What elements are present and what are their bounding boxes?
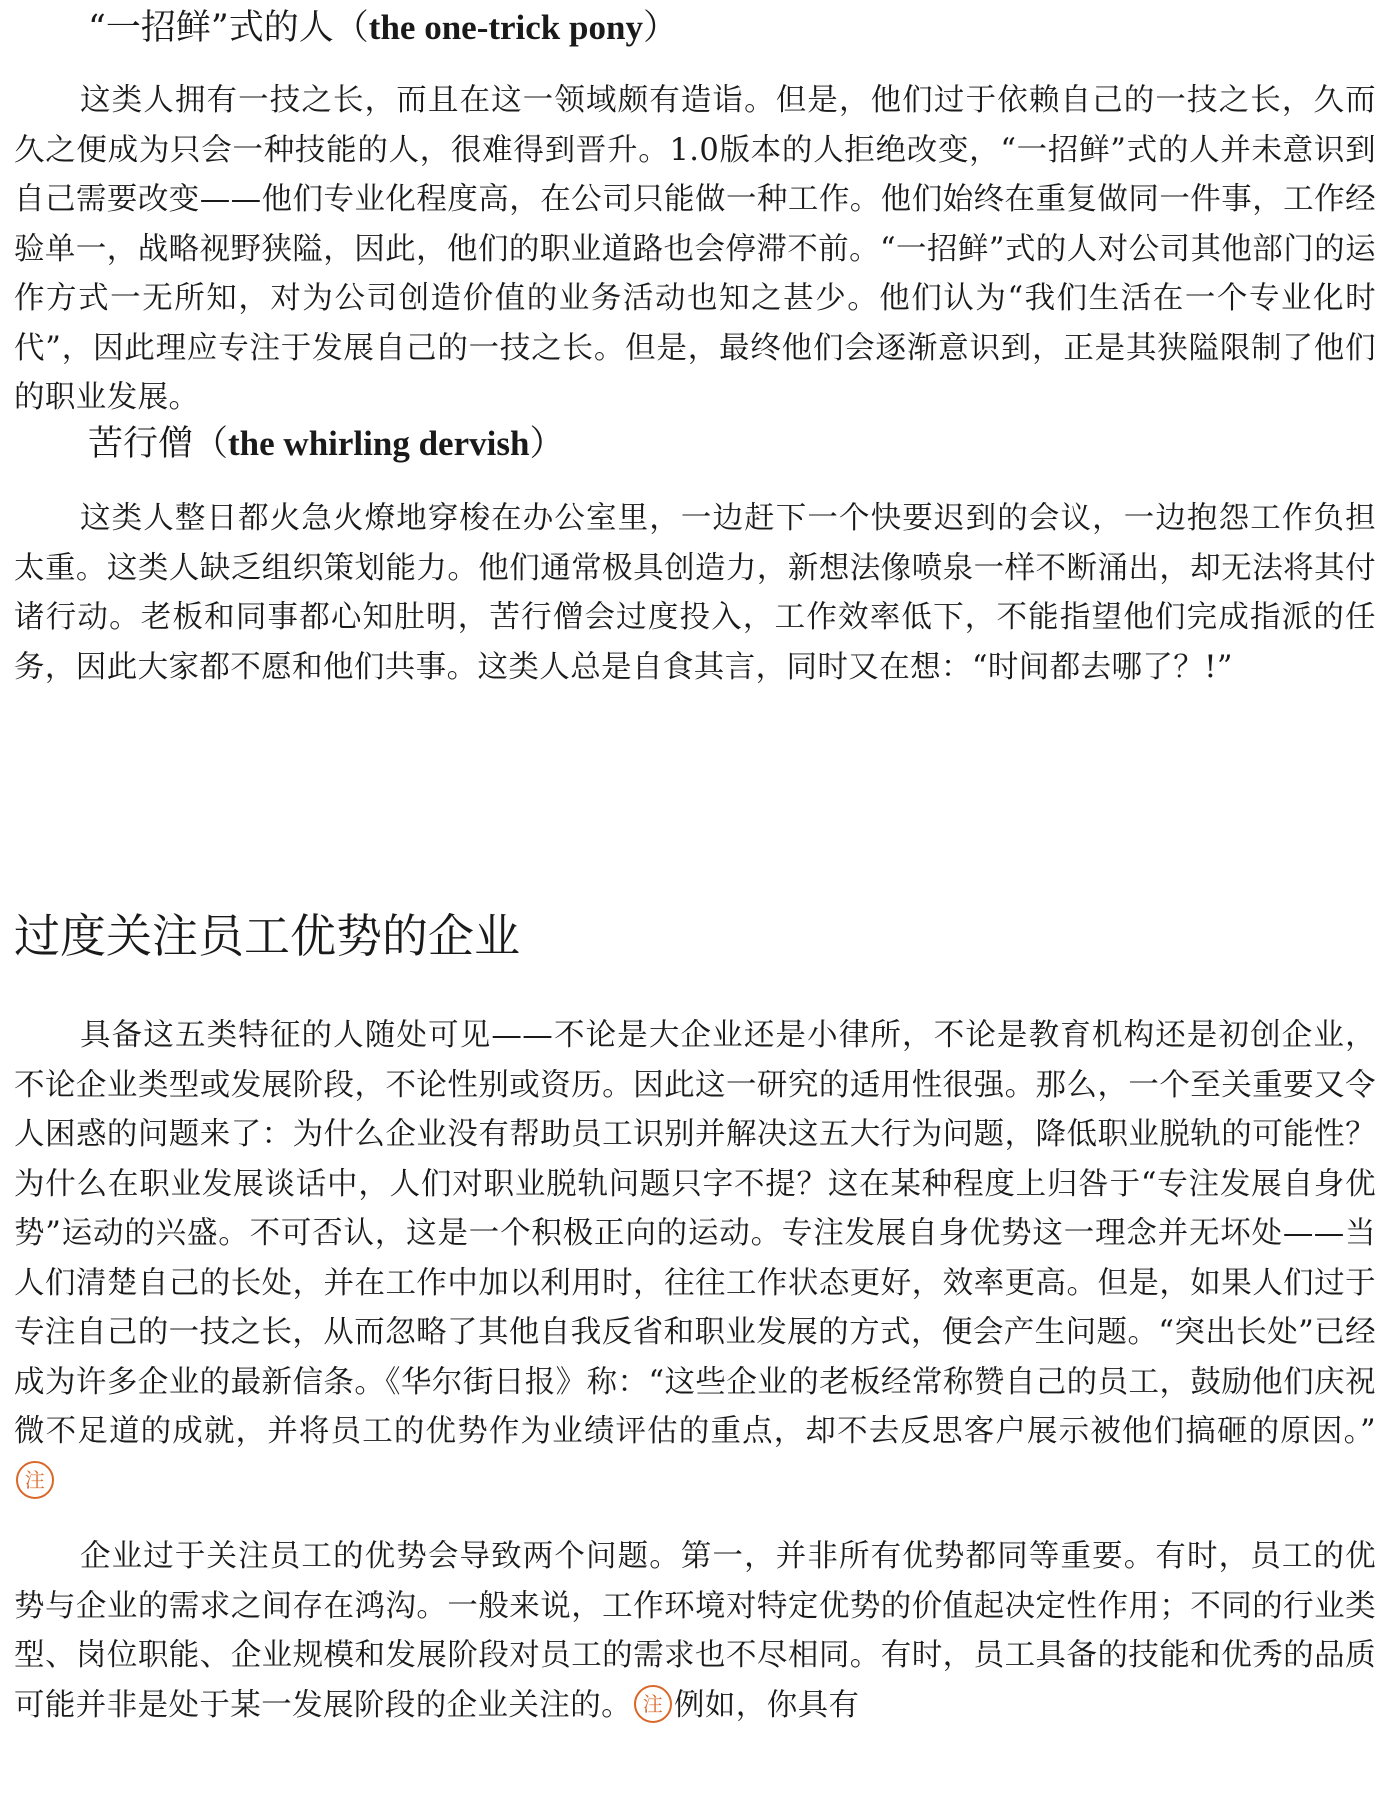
subheading-en: the whirling dervish bbox=[228, 424, 530, 463]
subheading-cn: 苦行僧（ bbox=[88, 424, 229, 464]
subheading-close: ） bbox=[529, 424, 565, 464]
subheading-en: the one-trick pony bbox=[368, 8, 643, 47]
subheading-close: ） bbox=[642, 8, 678, 48]
paragraph-text: 例如，你具有 bbox=[674, 1687, 860, 1723]
paragraph-text: 具备这五类特征的人随处可见——不论是大企业还是小律所，不论是教育机构还是初创企业，不论企业类型或发展阶段，不论性别或资历。因此这一研究的适用性很强。那么，一个至关重要又令人困惑的问题来了：为什么企业没有帮助员工识别并解决这五大行为问题，降低职业脱轨的可能性？为什么在职业发展谈话中，人们对职业脱轨问题只字不提？这在某种程度上归咎于“专注发展自身优势”运动的兴盛。不可否认，这是一个积极正向的运动。专注发展自身优势这一理念并无坏处——当人们清楚自己的长处，并在工作中加以利用时，往往工作状态更好，效率更高。但是，如果人们过于专注自己的一技之长，从而忽略了其他自我反省和职业发展的方式，便会产生问题。“突出长处”已经成为许多企业的最新信条。《华尔街日报》称：“这些企业的老板经常称赞自己的员工，鼓励他们庆祝微不足道的成就，并将员工的优势作为业绩评估的重点，却不去反思客户展示被他们搞砸的原因。” bbox=[14, 1018, 1376, 1449]
paragraph-text: 企业过于关注员工的优势会导致两个问题。第一，并非所有优势都同等重要。有时，员工的优势与企业的需求之间存在鸿沟。一般来说，工作环境对特定优势的价值起决定性作用；不同的行业类型、岗位职能、企业规模和发展阶段对员工的需求也不尽相同。有时，员工具备的技能和优秀的品质可能并非是处于某一发展阶段的企业关注的。 bbox=[14, 1539, 1376, 1723]
paragraph-one-trick-pony: 这类人拥有一技之长，而且在这一领域颇有造诣。但是，他们过于依赖自己的一技之长，久而久之便成为只会一种技能的人，很难得到晋升。1.0版本的人拒绝改变，“一招鲜”式的人并未意识到自己需要改变——他们专业化程度高，在公司只能做一种工作。他们始终在重复做同一件事，工作经验单一，战略视野狭隘，因此，他们的职业道路也会停滞不前。“一招鲜”式的人对公司其他部门的运作方式一无所知，对为公司创造价值的业务活动也知之甚少。他们认为“我们生活在一个专业化时代”，因此理应专注于发展自己的一技之长。但是，最终他们会逐渐意识到，正是其狭隘限制了他们的职业发展。 bbox=[14, 83, 1376, 415]
paragraph-overfocus-1 bbox=[14, 1011, 1376, 1506]
subheading-one-trick-pony bbox=[14, 0, 678, 60]
section-title: 过度关注员工优势的企业 bbox=[14, 909, 520, 963]
subheading-whirling-dervish bbox=[14, 412, 564, 476]
subheading-cn: “一招鲜”式的人（ bbox=[88, 8, 369, 48]
paragraph-overfocus-2 bbox=[14, 1532, 1376, 1730]
footnote-marker[interactable]: 注 bbox=[634, 1685, 672, 1723]
paragraph-whirling-dervish: 这类人整日都火急火燎地穿梭在办公室里，一边赶下一个快要迟到的会议，一边抱怨工作负担太重。这类人缺乏组织策划能力。他们通常极具创造力，新想法像喷泉一样不断涌出，却无法将其付诸行动。老板和同事都心知肚明，苦行僧会过度投入，工作效率低下，不能指望他们完成指派的任务，因此大家都不愿和他们共事。这类人总是自食其言，同时又在想：“时间都去哪了？!” bbox=[14, 501, 1376, 685]
footnote-marker[interactable]: 注 bbox=[16, 1461, 54, 1499]
